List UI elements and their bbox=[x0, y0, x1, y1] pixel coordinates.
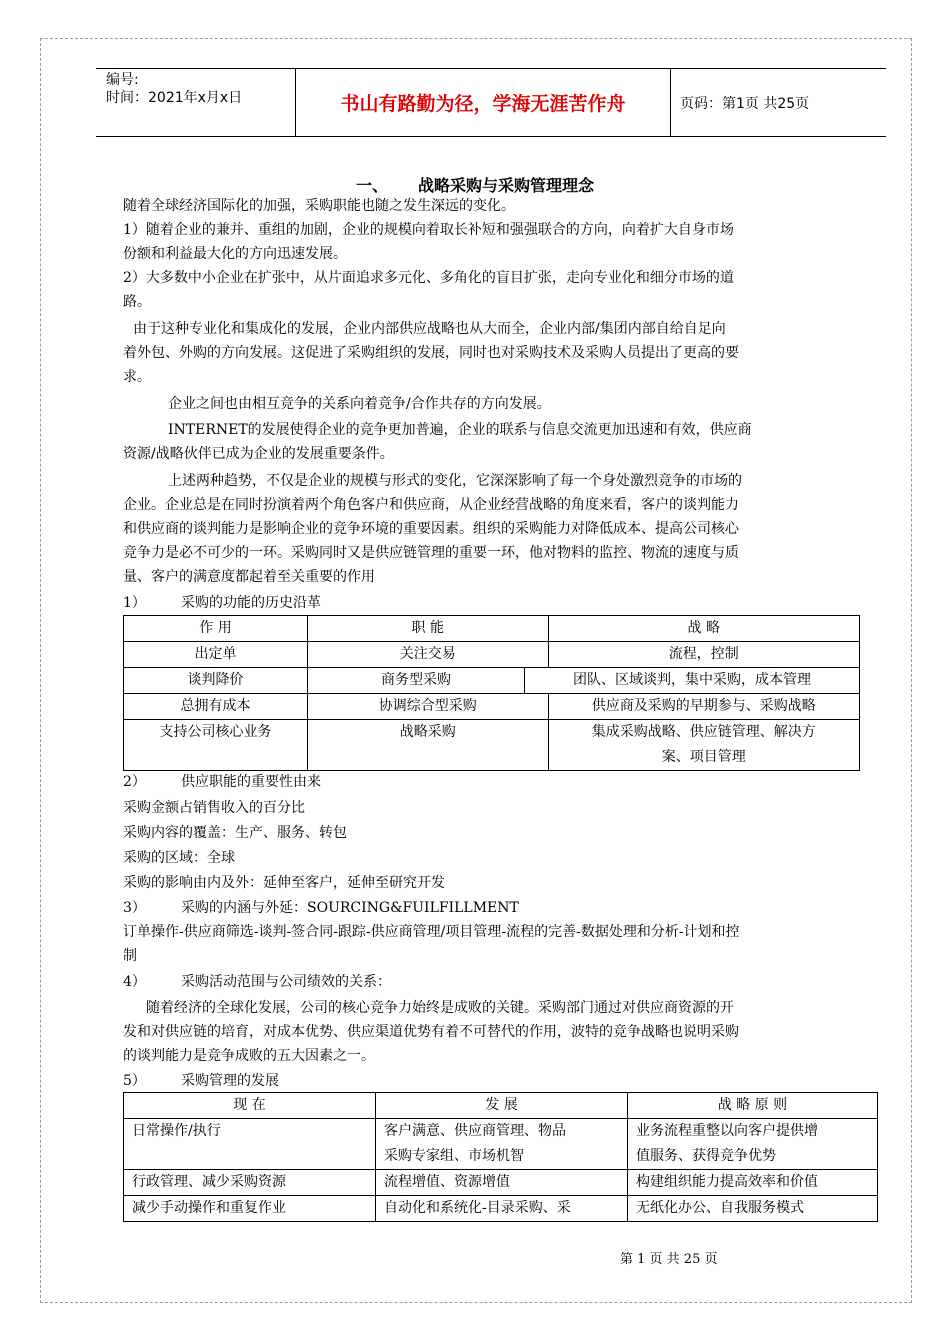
number-label: 编号: bbox=[106, 72, 139, 88]
paragraph-line: 份额和利益最大化的方向迅速发展。 bbox=[123, 246, 347, 262]
table-header: 职 能 bbox=[308, 616, 549, 642]
table-cell: 流程增值、资源增值 bbox=[376, 1170, 628, 1196]
paragraph-line: 量、客户的满意度都起着至关重要的作用 bbox=[123, 569, 375, 585]
section-heading-3: 3） 采购的内涵与外延：SOURCING&FUILFILLMENT bbox=[123, 900, 519, 916]
paragraph-line: 订单操作-供应商筛选-谈判-签合同-跟踪-供应商管理/项目管理-流程的完善-数据处理和分析-计划和控 bbox=[123, 924, 740, 940]
paragraph-line: 企业。企业总是在同时扮演着两个角色客户和供应商，从企业经营战略的角度来看，客户的谈判能力 bbox=[123, 497, 739, 513]
paragraph-line: 的谈判能力是竞争成败的五大因素之一。 bbox=[123, 1048, 375, 1064]
table-cell: 出定单 bbox=[124, 642, 308, 668]
paragraph-line: 发和对供应链的培育，对成本优势、供应渠道优势有着不可替代的作用，波特的竞争战略也说明采购 bbox=[123, 1024, 739, 1040]
paragraph-line: 资源/战略伙伴已成为企业的发展重要条件。 bbox=[123, 446, 394, 462]
paragraph-line: 竞争力是必不可少的一环。采购同时又是供应链管理的重要一环，他对物料的监控、物流的速度与质 bbox=[123, 545, 739, 561]
paragraph-line: 路。 bbox=[123, 294, 151, 310]
page-footer: 第 1 页 共 25 页 bbox=[620, 1252, 718, 1267]
table-header: 现 在 bbox=[124, 1093, 376, 1119]
paragraph-line: 2）大多数中小企业在扩张中，从片面追求多元化、多角化的盲目扩张，走向专业化和细分市场的道 bbox=[123, 270, 734, 286]
table-cell: 集成采购战略、供应链管理、解决方 案、项目管理 bbox=[548, 720, 859, 771]
paragraph-line: 上述两种趋势，不仅是企业的规模与形式的变化，它深深影响了每一个身处激烈竞争的市场的 bbox=[168, 473, 742, 489]
table-cell: 商务型采购 bbox=[308, 668, 525, 694]
table-cell: 自动化和系统化-目录采购、采 bbox=[376, 1196, 628, 1222]
table-cell: 行政管理、减少采购资源 bbox=[124, 1170, 376, 1196]
table-header: 战 略 原 则 bbox=[628, 1093, 878, 1119]
document-header bbox=[96, 68, 886, 137]
list-line: 采购内容的覆盖：生产、服务、转包 bbox=[123, 825, 347, 841]
table-cell: 业务流程重整以向客户提供增 值服务、获得竞争优势 bbox=[628, 1119, 878, 1170]
header-page-info: 页码：第1页 共25页 bbox=[680, 95, 810, 112]
table-header: 发 展 bbox=[376, 1093, 628, 1119]
table-cell: 支持公司核心业务 bbox=[124, 720, 308, 771]
paragraph-line: 和供应商的谈判能力是影响企业的竞争环境的重要因素。组织的采购能力对降低成本、提高公司核心 bbox=[123, 521, 739, 537]
paragraph-line: 由于这种专业化和集成化的发展，企业内部供应战略也从大而全，企业内部/集团内部自给自足向 bbox=[133, 321, 726, 337]
header-motto: 书山有路勤为径，学海无涯苦作舟 bbox=[296, 69, 671, 136]
section-heading-1: 1） 采购的功能的历史沿革 bbox=[123, 595, 321, 611]
table-cell: 谈判降价 bbox=[124, 668, 308, 694]
table-cell: 流程，控制 bbox=[548, 642, 859, 668]
table-cell: 客户满意、供应商管理、物品 采购专家组、市场机智 bbox=[376, 1119, 628, 1170]
table-cell: 构建组织能力提高效率和价值 bbox=[628, 1170, 878, 1196]
header-meta bbox=[96, 69, 296, 136]
title-number: 一、 bbox=[355, 176, 388, 195]
table-cell: 无纸化办公、自我服务模式 bbox=[628, 1196, 878, 1222]
table-cell: 战略采购 bbox=[308, 720, 549, 771]
section-heading-5: 5） 采购管理的发展 bbox=[123, 1073, 279, 1089]
table-cell: 关注交易 bbox=[308, 642, 549, 668]
paragraph-line: 求。 bbox=[123, 369, 151, 385]
list-line: 采购金额占销售收入的百分比 bbox=[123, 800, 305, 816]
paragraph-line: INTERNET的发展使得企业的竞争更加普遍，企业的联系与信息交流更加迅速和有效，供应商 bbox=[168, 422, 752, 438]
table-cell: 协调综合型采购 bbox=[308, 694, 549, 720]
function-history-table bbox=[123, 615, 860, 771]
title-text: 战略采购与采购管理理念 bbox=[418, 176, 595, 195]
paragraph-line: 随着经济的全球化发展，公司的核心竞争力始终是成败的关键。采购部门通过对供应商资源的开 bbox=[146, 1000, 734, 1016]
paragraph-line: 1）随着企业的兼并、重组的加剧，企业的规模向着取长补短和强强联合的方向，向着扩大自身市场 bbox=[123, 222, 734, 238]
list-line: 采购的区域：全球 bbox=[123, 850, 235, 866]
time-label: 时间：2021年x月x日 bbox=[106, 90, 243, 106]
paragraph-line: 着外包、外购的方向发展。这促进了采购组织的发展，同时也对采购技术及采购人员提出了更高的要 bbox=[123, 345, 739, 361]
table-cell: 总拥有成本 bbox=[124, 694, 308, 720]
procurement-development-table bbox=[123, 1092, 878, 1222]
table-cell: 日常操作/执行 bbox=[124, 1119, 376, 1170]
paragraph-line: 随着全球经济国际化的加强，采购职能也随之发生深远的变化。 bbox=[123, 198, 515, 214]
section-heading-2: 2） 供应职能的重要性由来 bbox=[123, 774, 321, 790]
paragraph-line: 企业之间也由相互竞争的关系向着竞争/合作共存的方向发展。 bbox=[168, 396, 551, 412]
list-line: 采购的影响由内及外：延伸至客户，延伸至研究开发 bbox=[123, 875, 445, 891]
page-title bbox=[0, 173, 950, 196]
table-cell: 减少手动操作和重复作业 bbox=[124, 1196, 376, 1222]
paragraph-line: 制 bbox=[123, 948, 137, 964]
section-heading-4: 4） 采购活动范围与公司绩效的关系： bbox=[123, 974, 391, 990]
table-header: 战 略 bbox=[548, 616, 859, 642]
table-cell: 团队、区域谈判，集中采购，成本管理 bbox=[525, 668, 860, 694]
table-header: 作 用 bbox=[124, 616, 308, 642]
table-cell: 供应商及采购的早期参与、采购战略 bbox=[548, 694, 859, 720]
